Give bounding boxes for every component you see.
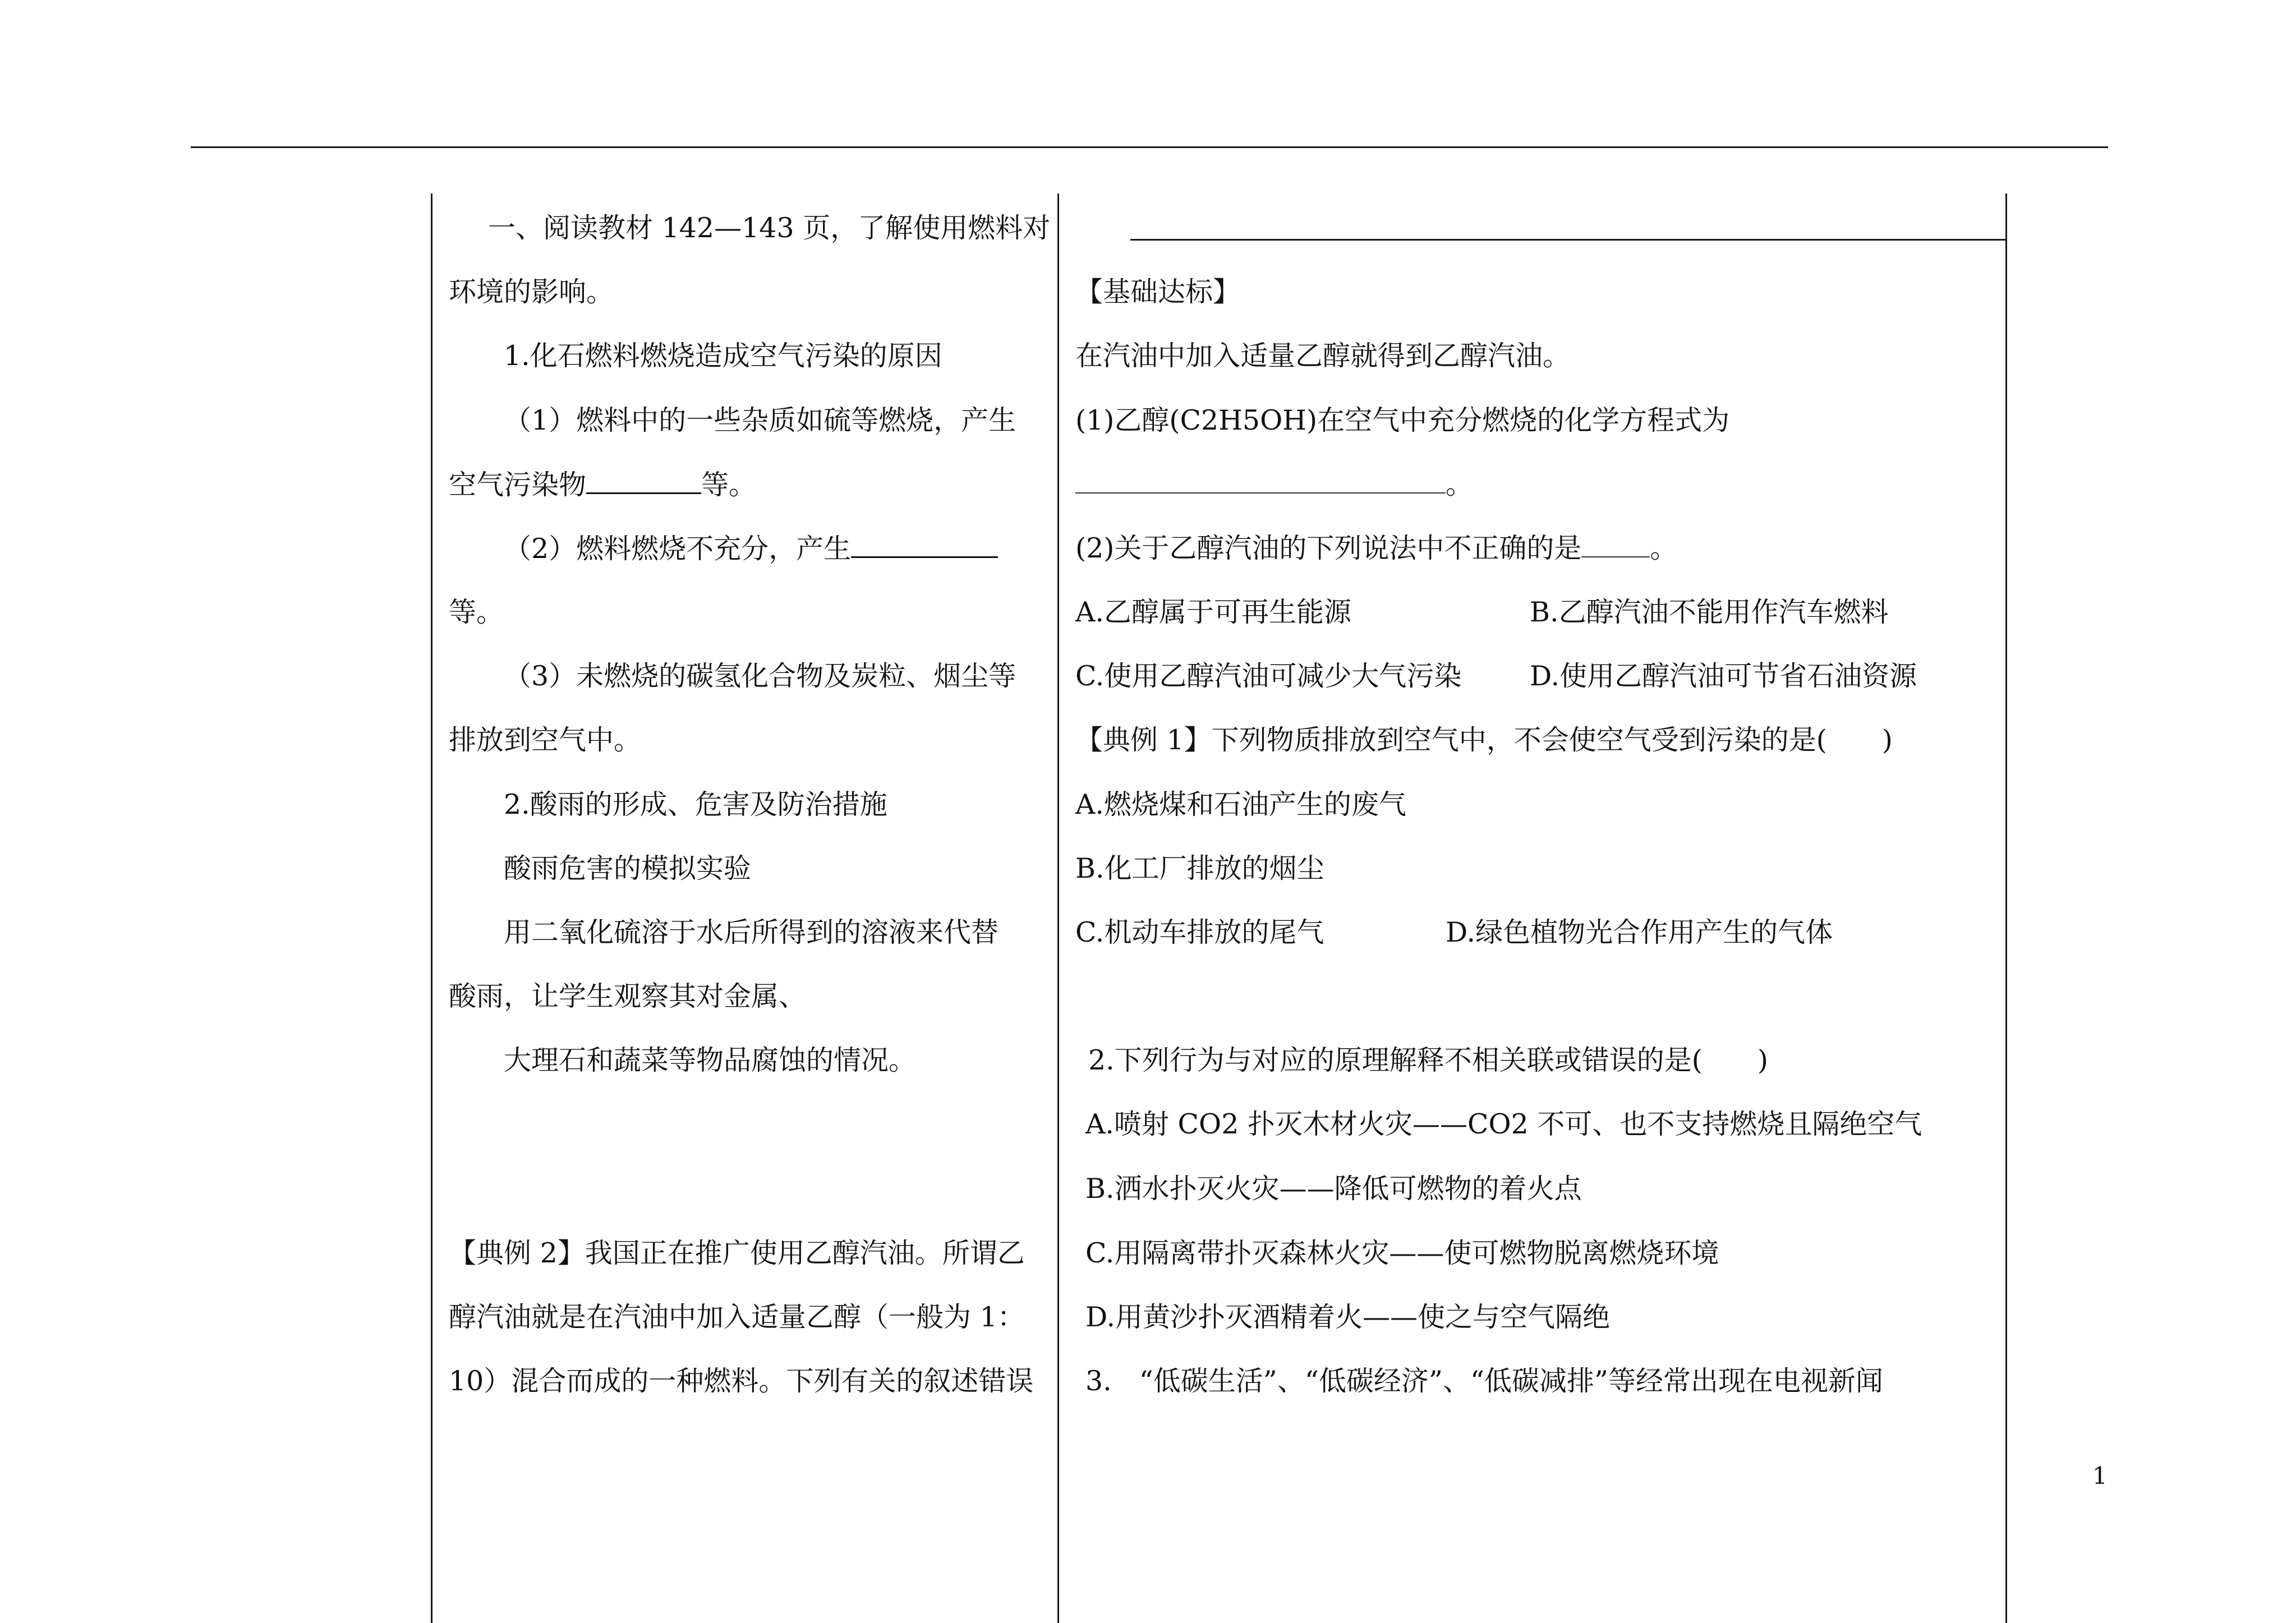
left-sub3-line2: 排放到空气中。 [449, 724, 642, 756]
question-2-end: 。 [1650, 532, 1678, 564]
left-sub2-line2: 等。 [449, 596, 504, 628]
question-2b-option-c: C.用隔离带扑灭森林火灾——使可燃物脱离燃烧环境 [1085, 1237, 1719, 1269]
left-exp-title: 酸雨危害的模拟实验 [504, 852, 752, 884]
example-1-option-a: A.燃烧煤和石油产生的废气 [1075, 789, 1406, 820]
column-divider [1057, 193, 1059, 1623]
option-c: C.使用乙醇汽油可减少大气污染 [1075, 660, 1462, 692]
left-sub2-line1 [504, 532, 998, 566]
left-sub3-line1: （3）未燃烧的碳氢化合物及炭粒、烟尘等 [504, 660, 1016, 692]
option-b: B.乙醇汽油不能用作汽车燃料 [1530, 596, 1889, 628]
example-1: 【典例 1】下列物质排放到空气中，不会使空气受到污染的是( ) [1075, 724, 1893, 756]
question-2 [1075, 532, 1677, 565]
left-example2-line1: 【典例 2】我国正在推广使用乙醇汽油。所谓乙 [449, 1237, 1025, 1269]
page-number: 1 [2092, 1462, 2108, 1490]
question-2b-option-a: A.喷射 CO2 扑灭木材火灾——CO2 不可、也不支持燃烧且隔绝空气 [1085, 1108, 1922, 1140]
right-border [2005, 193, 2007, 1623]
right-intro: 在汽油中加入适量乙醇就得到乙醇汽油。 [1075, 340, 1571, 372]
left-item2: 2.酸雨的形成、危害及防治措施 [504, 789, 887, 820]
left-intro-line1: 一、阅读教材 142—143 页，了解使用燃料对 [488, 212, 1051, 244]
left-intro-line2: 环境的影响。 [449, 276, 614, 308]
answer-blank[interactable] [1075, 468, 1446, 494]
left-exp-line3: 大理石和蔬菜等物品腐蚀的情况。 [504, 1044, 917, 1076]
answer-blank[interactable] [1581, 532, 1650, 557]
left-sub1-prefix: 空气污染物 [449, 469, 587, 501]
question-1-end: 。 [1446, 468, 1474, 500]
question-2-text: (2)关于乙醇汽油的下列说法中不正确的是 [1075, 532, 1582, 564]
left-sub1-suffix: 等。 [701, 469, 757, 501]
question-1: (1)乙醇(C2H5OH)在空气中充分燃烧的化学方程式为 [1075, 404, 1730, 436]
left-exp-line2: 酸雨，让学生观察其对金属、 [449, 980, 807, 1012]
header-rule [191, 146, 2108, 148]
left-sub2-text: （2）燃料燃烧不充分，产生 [504, 533, 852, 565]
option-a: A.乙醇属于可再生能源 [1075, 596, 1351, 628]
question-2b-option-b: B.洒水扑灭火灾——降低可燃物的着火点 [1085, 1173, 1582, 1205]
left-example2-line3: 10）混合而成的一种燃料。下列有关的叙述错误 [449, 1365, 1034, 1397]
left-border [431, 193, 432, 1623]
example-1-option-d: D.绿色植物光合作用产生的气体 [1446, 916, 1833, 948]
question-1-answer-line [1075, 468, 1473, 501]
question-2b: 2.下列行为与对应的原理解释不相关联或错误的是( ) [1088, 1044, 1768, 1076]
question-3: 3. “低碳生活”、“低碳经济”、“低碳减排”等经常出现在电视新闻 [1085, 1365, 1884, 1397]
basic-title: 【基础达标】 [1075, 276, 1241, 308]
left-example2-line2: 醇汽油就是在汽油中加入适量乙醇（一般为 1： [449, 1301, 1025, 1333]
answer-blank[interactable] [851, 532, 998, 558]
question-2b-option-d: D.用黄沙扑灭酒精着火——使之与空气隔绝 [1085, 1301, 1611, 1333]
left-sub1-line2 [449, 468, 756, 502]
option-d: D.使用乙醇汽油可节省石油资源 [1530, 660, 1917, 692]
left-item1: 1.化石燃料燃烧造成空气污染的原因 [504, 340, 942, 372]
example-1-option-c: C.机动车排放的尾气 [1075, 916, 1324, 948]
left-sub1-line1: （1）燃料中的一些杂质如硫等燃烧，产生 [504, 404, 1016, 436]
answer-blank[interactable] [586, 468, 701, 494]
example-1-option-b: B.化工厂排放的烟尘 [1075, 852, 1324, 884]
right-top-rule [1130, 239, 2005, 241]
left-exp-line1: 用二氧化硫溶于水后所得到的溶液来代替 [504, 916, 999, 948]
